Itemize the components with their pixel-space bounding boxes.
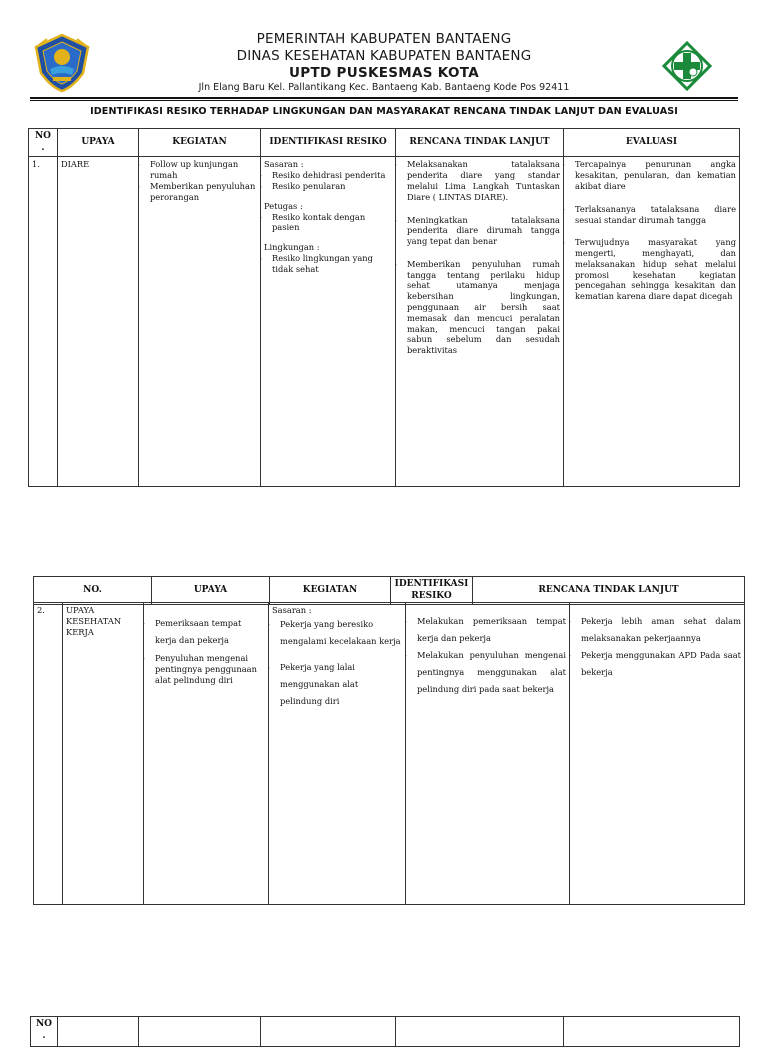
col-header-rtl: RENCANA TINDAK LANJUT [396,129,564,157]
list-item: - Melaksanakan tatalaksana penderita diare yang standar melalui Lima Langkah Tuntaskan Diare ( LINTAS DIARE). [399,159,560,202]
list-item: - Follow up kunjungan rumah [142,159,257,181]
col-header-rtl: RENCANA TINDAK LANJUT [473,577,745,605]
table-header-row [29,129,740,157]
cell-rtl [396,157,564,487]
list-item: - Pekerja yang beresiko mengalami kecelakaan kerja [272,616,402,650]
col-header-no: NO . [31,1017,58,1047]
table-row [29,157,740,487]
cell-no: 2. [34,603,63,905]
list-item: - Resiko dehidrasi penderita [264,170,392,181]
list-item: - Resiko lingkungan yang tidak sehat [264,253,392,275]
cell-kegiatan [144,603,269,905]
list-item: - Pekerja lebih aman sehat dalam melaksanakan pekerjaannya [573,613,741,647]
col-header-kegiatan: KEGIATAN [270,577,391,605]
header-divider-thin [30,100,738,101]
list-item: - Memberikan penyuluhan perorangan [142,181,257,203]
list-item: - Pekerja yang lalai menggunakan alat pelindung diri [272,659,402,710]
label-sasaran: Sasaran : [264,159,304,170]
list-item: - Resiko penularan [264,181,392,192]
col-header-evaluasi: EVALUASI [564,129,740,157]
list-item: - Pemeriksaan tempat kerja dan pekerja [147,615,265,649]
col-header-identifikasi: IDENTIFIKASI RESIKO [261,129,396,157]
cell-identifikasi [269,603,406,905]
document-title: IDENTIFIKASI RESIKO TERHADAP LINGKUNGAN DAN MASYARAKAT RENCANA TINDAK LANJUT DAN EVALUASI [90,106,678,117]
col-header-upaya: UPAYA [58,129,139,157]
list-item: - Penyuluhan mengenai pentingnya penggunaan alat pelindung diri [147,653,265,685]
cell-identifikasi [261,157,396,487]
label-petugas: Petugas : [264,200,303,211]
list-item: - Melakukan penyuluhan mengenai pentingnya menggunakan alat pelindung diri pada saat bekerja [409,647,566,698]
list-item: - Memberikan penyuluhan rumah tangga tentang perilaku hidup sehat utamanya menjaga kebersihan lingkungan, penggunaan air bersih saat memasak dan mencuci peralatan makan, mencuci tangan pakai sabun sebelum dan sesudah beraktivitas [399,259,560,356]
list-item: - Terlaksananya tatalaksana diare sesuai standar dirumah tangga [567,204,736,226]
header-institution: UPTD PUSKESMAS KOTA [289,65,479,81]
col-header-upaya: UPAYA [152,577,270,605]
risk-table-next [30,1016,740,1047]
risk-table-kesehatan-kerja-body [33,602,745,905]
cell-rtl [406,603,570,905]
table-header-row [31,1017,740,1047]
header-address: Jln Elang Baru Kel. Pallantikang Kec. Bantaeng Kab. Bantaeng Kode Pos 92411 [198,82,570,93]
col-header-no: NO . [29,129,58,157]
col-header-identifikasi: IDENTIFIKASI RESIKO [391,577,473,605]
header-divider [30,97,738,99]
header-government: PEMERINTAH KABUPATEN BANTAENG [256,31,512,47]
header-department: DINAS KESEHATAN KABUPATEN BANTAENG [236,48,532,64]
col-header-no: NO. [34,577,152,605]
cell-evaluasi [570,603,745,905]
cell-kegiatan [139,157,261,487]
cell-no: 1. [29,157,58,487]
label-sasaran: Sasaran : [272,605,312,615]
table-header-row [34,577,745,605]
cell-upaya: DIARE [58,157,139,487]
list-item: - Tercapainya penurunan angka kesakitan, penularan, dan kematian akibat diare [567,159,736,191]
table-row [34,603,745,905]
cell-evaluasi [564,157,740,487]
list-item: - Terwujudnya masyarakat yang mengerti, menghayati, dan melaksanakan hidup sehat melalui promosi kesehatan kegiatan pencegahan sehingga kesakitan dan kematian karena diare dapat dicegah [567,237,736,302]
list-item: - Pekerja menggunakan APD Pada saat bekerja [573,647,741,681]
list-item: - Melakukan pemeriksaan tempat kerja dan pekerja [409,613,566,647]
list-item: - Resiko kontak dengan pasien [264,212,392,234]
risk-table-diare [28,128,740,487]
list-item: - Meningkatkan tatalaksana penderita diare dirumah tangga yang tepat dan benar [399,215,560,247]
cell-upaya: UPAYA KESEHATAN KERJA [63,603,144,905]
label-lingkungan: Lingkungan : [264,242,320,253]
risk-table-kesehatan-kerja [33,576,745,605]
col-header-kegiatan: KEGIATAN [139,129,261,157]
